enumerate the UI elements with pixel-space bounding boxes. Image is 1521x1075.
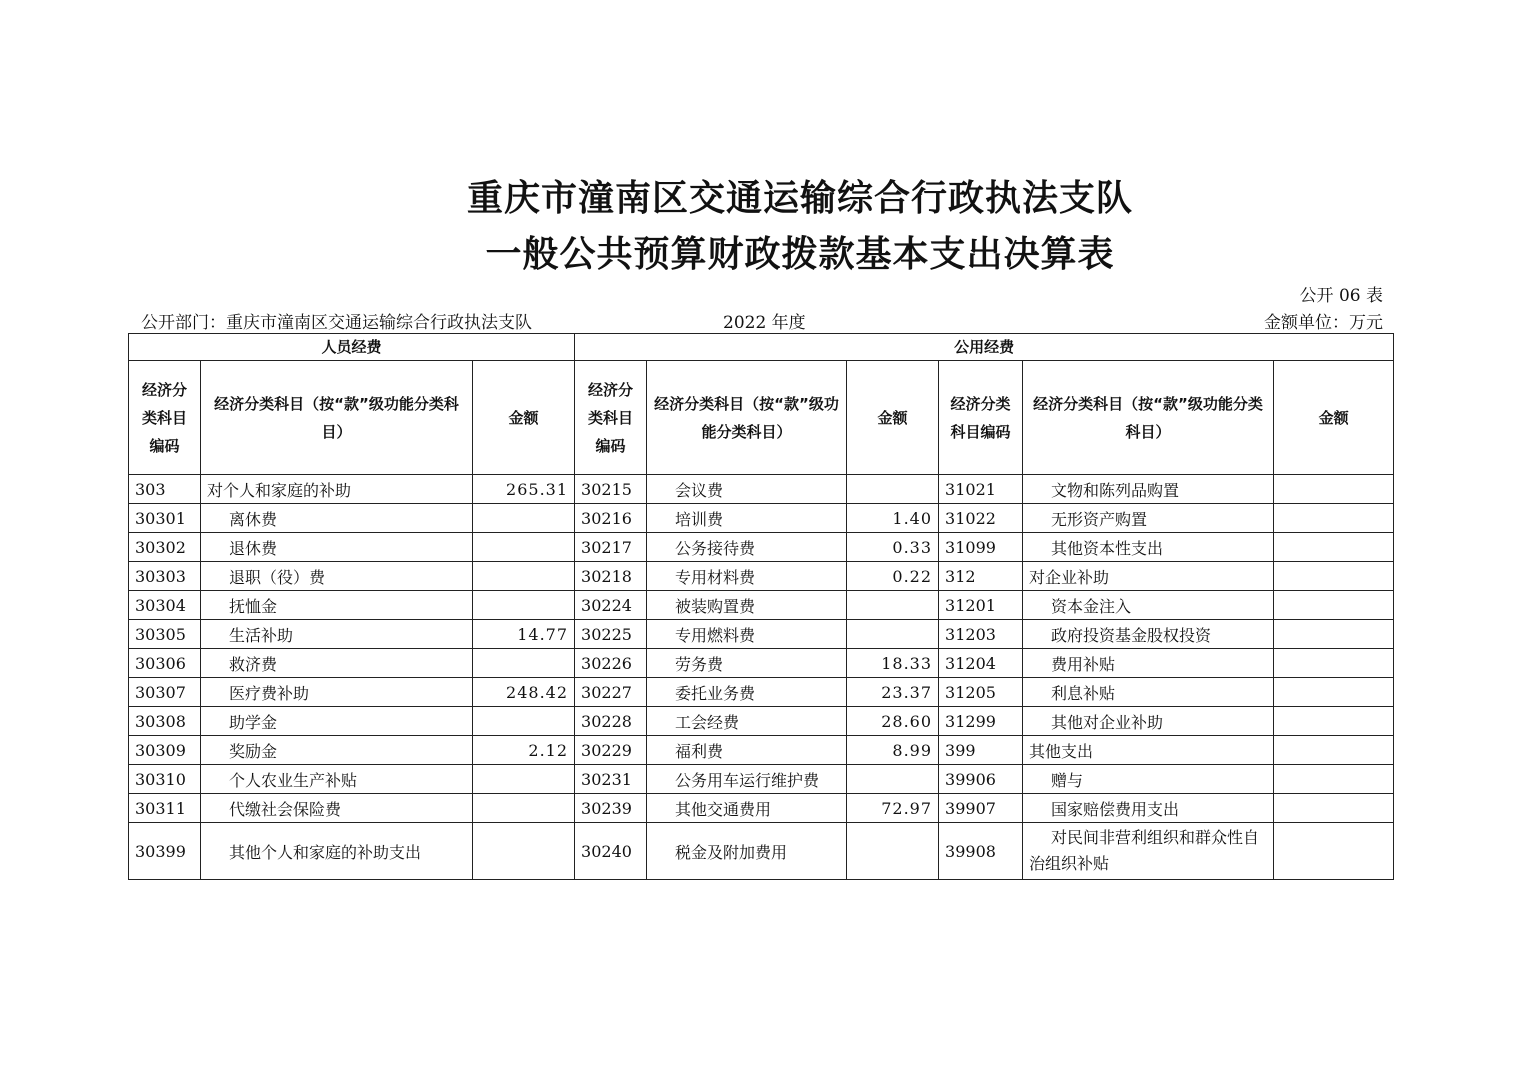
header-amount: 金额 (473, 361, 575, 475)
name-cell: 救济费 (201, 649, 473, 678)
name-cell: 会议费 (647, 475, 847, 504)
code-cell: 30227 (575, 678, 647, 707)
header-name: 经济分类科目（按“款”级功能分类科目） (1023, 361, 1274, 475)
code-cell: 31205 (939, 678, 1023, 707)
code-cell: 30308 (129, 707, 201, 736)
name-cell: 被装购置费 (647, 591, 847, 620)
amount-cell (473, 533, 575, 562)
code-cell: 303 (129, 475, 201, 504)
section-personnel: 人员经费 (129, 334, 575, 361)
code-cell: 30305 (129, 620, 201, 649)
header-name: 经济分类科目（按“款”级功能分类科目） (647, 361, 847, 475)
amount-cell: 265.31 (473, 475, 575, 504)
amount-cell: 0.33 (847, 533, 939, 562)
amount-cell (1274, 707, 1394, 736)
amount-cell (1274, 504, 1394, 533)
table-row (129, 765, 1394, 794)
name-cell: 委托业务费 (647, 678, 847, 707)
code-cell: 30228 (575, 707, 647, 736)
name-cell: 福利费 (647, 736, 847, 765)
amount-cell: 14.77 (473, 620, 575, 649)
table-row (129, 620, 1394, 649)
amount-cell (1274, 533, 1394, 562)
amount-cell (1274, 562, 1394, 591)
fiscal-year: 2022 年度 (723, 313, 806, 333)
code-cell: 39908 (939, 823, 1023, 880)
amount-cell (473, 504, 575, 533)
name-cell: 培训费 (647, 504, 847, 533)
amount-cell: 0.22 (847, 562, 939, 591)
name-cell: 离休费 (201, 504, 473, 533)
name-cell: 公务接待费 (647, 533, 847, 562)
code-cell: 30226 (575, 649, 647, 678)
code-cell: 30307 (129, 678, 201, 707)
department-label: 公开部门：重庆市潼南区交通运输综合行政执法支队 (141, 313, 532, 333)
amount-cell (847, 475, 939, 504)
amount-cell (1274, 591, 1394, 620)
name-cell: 无形资产购置 (1023, 504, 1274, 533)
code-cell: 31099 (939, 533, 1023, 562)
name-cell: 其他资本性支出 (1023, 533, 1274, 562)
code-cell: 30229 (575, 736, 647, 765)
amount-cell (1274, 823, 1394, 880)
table-row (129, 736, 1394, 765)
amount-cell (1274, 736, 1394, 765)
amount-cell: 18.33 (847, 649, 939, 678)
name-cell: 对个人和家庭的补助 (201, 475, 473, 504)
amount-cell (473, 591, 575, 620)
name-cell: 专用燃料费 (647, 620, 847, 649)
amount-cell: 2.12 (473, 736, 575, 765)
name-cell: 个人农业生产补贴 (201, 765, 473, 794)
name-cell: 其他个人和家庭的补助支出 (201, 823, 473, 880)
name-cell: 其他支出 (1023, 736, 1274, 765)
amount-cell (473, 765, 575, 794)
amount-cell (473, 562, 575, 591)
name-cell: 生活补助 (201, 620, 473, 649)
code-cell: 31201 (939, 591, 1023, 620)
header-amount: 金额 (1274, 361, 1394, 475)
table-row (129, 591, 1394, 620)
amount-cell: 8.99 (847, 736, 939, 765)
code-cell: 30306 (129, 649, 201, 678)
name-cell: 对企业补助 (1023, 562, 1274, 591)
code-cell: 30311 (129, 794, 201, 823)
amount-cell (847, 765, 939, 794)
code-cell: 30301 (129, 504, 201, 533)
amount-cell (473, 707, 575, 736)
amount-cell (847, 591, 939, 620)
name-cell: 劳务费 (647, 649, 847, 678)
code-cell: 30224 (575, 591, 647, 620)
name-cell: 赠与 (1023, 765, 1274, 794)
amount-unit: 金额单位：万元 (1264, 313, 1383, 333)
header-code: 经济分类科目编码 (129, 361, 201, 475)
code-cell: 31022 (939, 504, 1023, 533)
code-cell: 30303 (129, 562, 201, 591)
expenditure-table (128, 333, 1394, 880)
code-cell: 312 (939, 562, 1023, 591)
code-cell: 30399 (129, 823, 201, 880)
code-cell: 31204 (939, 649, 1023, 678)
name-cell: 退休费 (201, 533, 473, 562)
section-public: 公用经费 (575, 334, 1394, 361)
name-cell: 税金及附加费用 (647, 823, 847, 880)
amount-cell (1274, 794, 1394, 823)
code-cell: 30217 (575, 533, 647, 562)
code-cell: 30215 (575, 475, 647, 504)
header-code: 经济分类科目编码 (575, 361, 647, 475)
name-cell: 专用材料费 (647, 562, 847, 591)
name-cell: 对民间非营利组织和群众性自治组织补贴 (1023, 823, 1274, 880)
name-cell: 公务用车运行维护费 (647, 765, 847, 794)
code-cell: 30216 (575, 504, 647, 533)
amount-cell (473, 794, 575, 823)
amount-cell: 1.40 (847, 504, 939, 533)
header-name: 经济分类科目（按“款”级功能分类科目） (201, 361, 473, 475)
code-cell: 30239 (575, 794, 647, 823)
page-title-line1: 重庆市潼南区交通运输综合行政执法支队 (466, 178, 1133, 219)
code-cell: 30309 (129, 736, 201, 765)
table-row (129, 707, 1394, 736)
name-cell: 政府投资基金股权投资 (1023, 620, 1274, 649)
name-cell: 代缴社会保险费 (201, 794, 473, 823)
table-row (129, 823, 1394, 880)
code-cell: 30231 (575, 765, 647, 794)
amount-cell (1274, 620, 1394, 649)
code-cell: 30304 (129, 591, 201, 620)
table-row (129, 649, 1394, 678)
name-cell: 资本金注入 (1023, 591, 1274, 620)
name-cell: 奖励金 (201, 736, 473, 765)
amount-cell (847, 620, 939, 649)
amount-cell (847, 823, 939, 880)
amount-cell: 23.37 (847, 678, 939, 707)
name-cell: 文物和陈列品购置 (1023, 475, 1274, 504)
amount-cell (473, 823, 575, 880)
amount-cell (473, 649, 575, 678)
code-cell: 399 (939, 736, 1023, 765)
code-cell: 30302 (129, 533, 201, 562)
name-cell: 其他对企业补助 (1023, 707, 1274, 736)
name-cell: 退职（役）费 (201, 562, 473, 591)
name-cell: 费用补贴 (1023, 649, 1274, 678)
table-row (129, 794, 1394, 823)
table-row (129, 504, 1394, 533)
amount-cell (1274, 649, 1394, 678)
name-cell: 利息补贴 (1023, 678, 1274, 707)
page-title-line2: 一般公共预算财政拨款基本支出决算表 (485, 234, 1115, 275)
amount-cell: 28.60 (847, 707, 939, 736)
name-cell: 国家赔偿费用支出 (1023, 794, 1274, 823)
name-cell: 抚恤金 (201, 591, 473, 620)
table-row (129, 562, 1394, 591)
code-cell: 31299 (939, 707, 1023, 736)
code-cell: 39906 (939, 765, 1023, 794)
table-row (129, 678, 1394, 707)
table-number: 公开 06 表 (1299, 286, 1383, 306)
table-row (129, 475, 1394, 504)
amount-cell (1274, 678, 1394, 707)
amount-cell (1274, 765, 1394, 794)
code-cell: 30310 (129, 765, 201, 794)
code-cell: 30218 (575, 562, 647, 591)
code-cell: 39907 (939, 794, 1023, 823)
name-cell: 其他交通费用 (647, 794, 847, 823)
amount-cell: 248.42 (473, 678, 575, 707)
header-code: 经济分类科目编码 (939, 361, 1023, 475)
name-cell: 工会经费 (647, 707, 847, 736)
name-cell: 助学金 (201, 707, 473, 736)
amount-cell: 72.97 (847, 794, 939, 823)
amount-cell (1274, 475, 1394, 504)
header-amount: 金额 (847, 361, 939, 475)
code-cell: 30240 (575, 823, 647, 880)
code-cell: 30225 (575, 620, 647, 649)
code-cell: 31021 (939, 475, 1023, 504)
table-row (129, 533, 1394, 562)
name-cell: 医疗费补助 (201, 678, 473, 707)
code-cell: 31203 (939, 620, 1023, 649)
